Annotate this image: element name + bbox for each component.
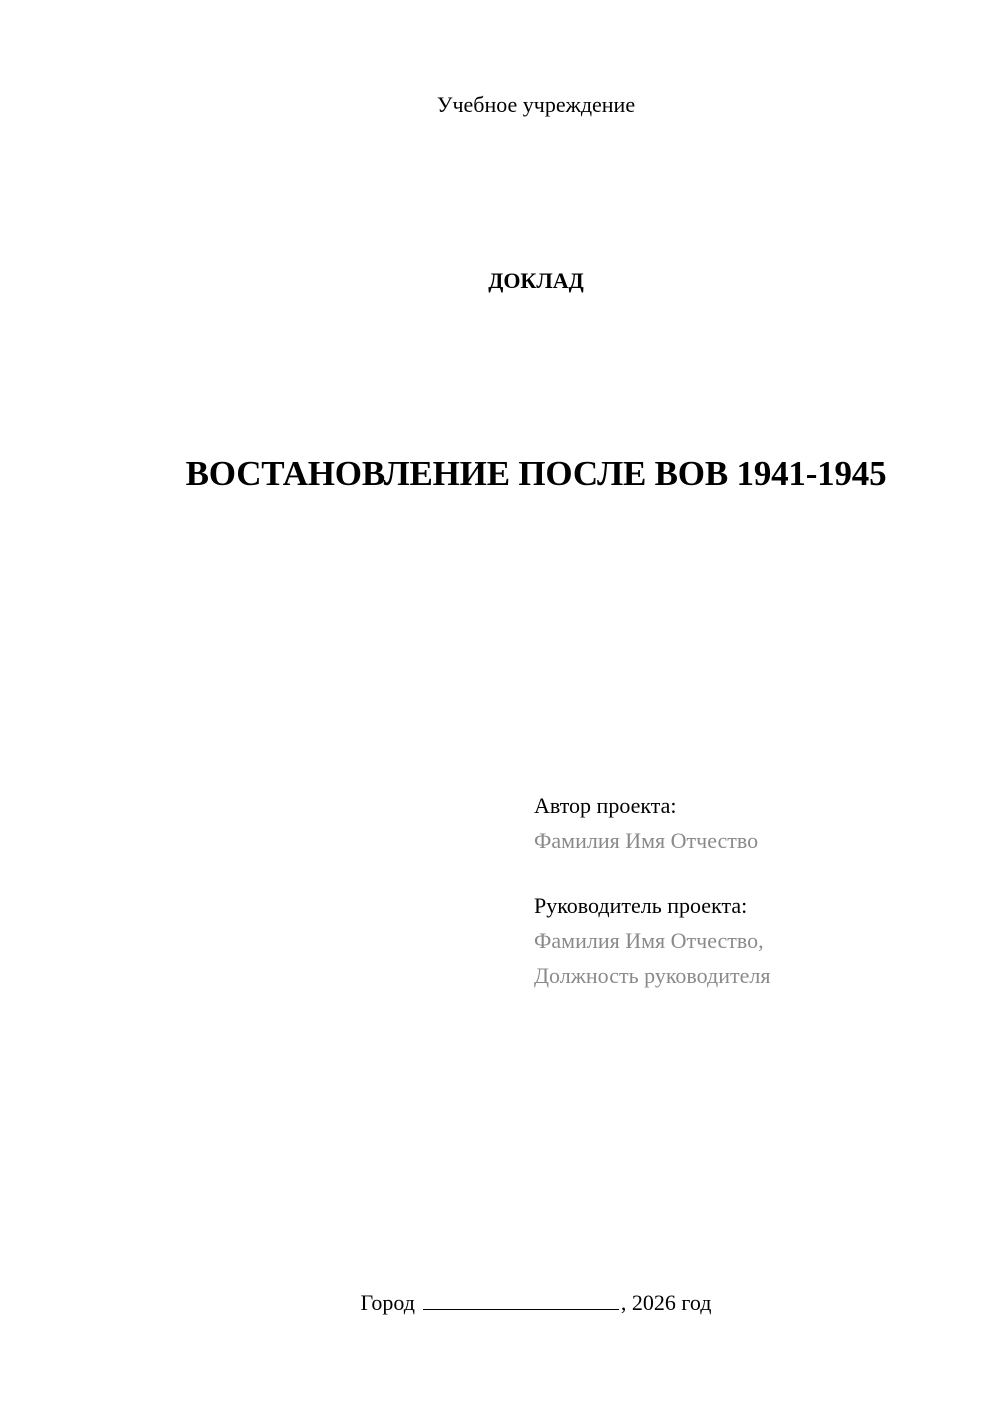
supervisor-label: Руководитель проекта:: [534, 893, 748, 918]
city-label: Город: [360, 1290, 415, 1315]
document-type: ДОКЛАД: [488, 268, 584, 293]
credits-block: [534, 788, 974, 993]
supervisor-name: Фамилия Имя Отчество,: [534, 928, 764, 953]
footer-city-year: [0, 1290, 1000, 1316]
year-text: , 2026 год: [620, 1290, 712, 1315]
supervisor-position: Должность руководителя: [534, 963, 771, 988]
document-title: ВОСТАНОВЛЕНИЕ ПОСЛЕ ВОВ 1941-1945: [185, 454, 887, 493]
author-name: Фамилия Имя Отчество: [534, 828, 759, 853]
author-label: Автор проекта:: [534, 793, 677, 818]
institution-name: Учебное учреждение: [436, 92, 636, 117]
city-blank-line: [423, 1291, 619, 1310]
credits-spacer: [534, 858, 974, 888]
